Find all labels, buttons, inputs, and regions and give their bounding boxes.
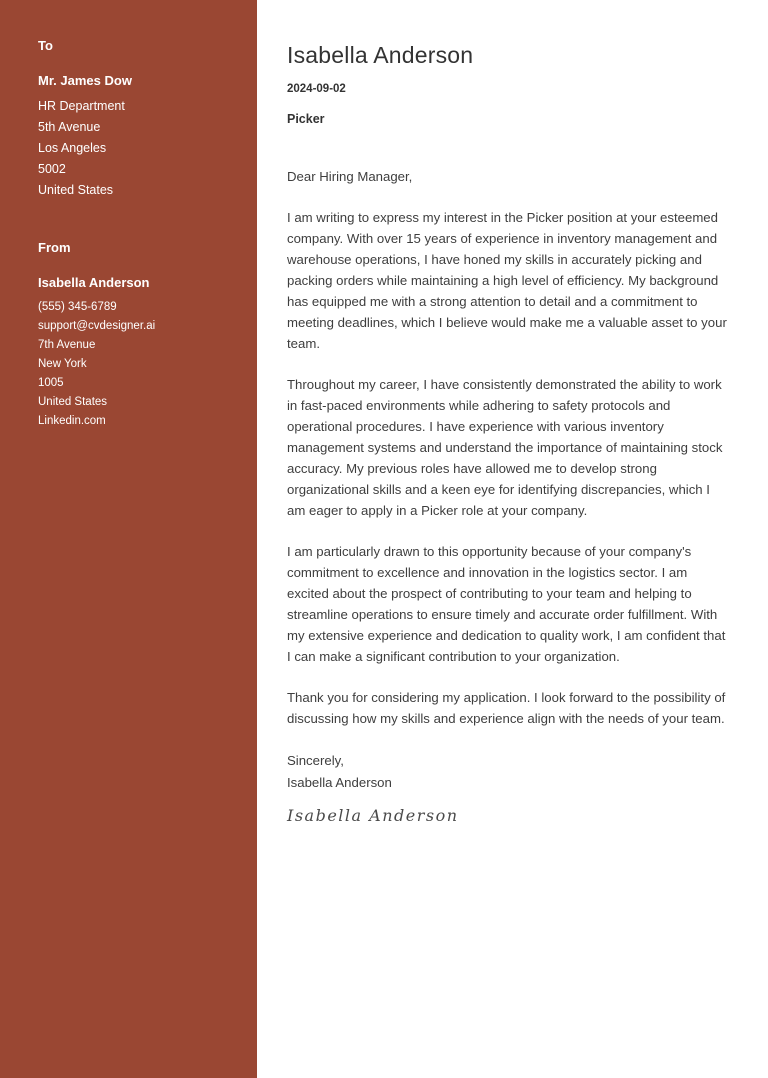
sender-zip: 1005 <box>38 377 64 389</box>
sender-name: Isabella Anderson <box>38 275 150 290</box>
letter-paragraph-3: I am particularly drawn to this opportunity because of your company's commitment to excellence and innovation in the logistics sector. I am excited about the prospect of contributing to your team and helping to streamline operations to ensure timely and accurate order fulfillment. With my extensive experience and dedication to quality work, I am confident that I can make a significant contribution to your organization. <box>287 544 726 664</box>
recipient-country: United States <box>38 183 114 197</box>
sender-city: New York <box>38 358 87 370</box>
sender-linkedin: Linkedin.com <box>38 415 106 427</box>
recipient-name: Mr. James Dow <box>38 73 132 88</box>
letter-paragraph-1: I am writing to express my interest in the Picker position at your esteemed company. With over 15 years of experience in inventory management and warehouse operations, I have honed my skills in accurately picking and packing orders while maintaining a high level of efficiency. My background has equipped me with a strong attention to detail and a commitment to meeting deadlines, which I believe would make me a valuable asset to your team. <box>287 210 727 351</box>
recipient-street: 5th Avenue <box>38 120 101 134</box>
recipient-department: HR Department <box>38 99 125 113</box>
sender-phone: (555) 345-6789 <box>38 301 117 313</box>
recipient-city: Los Angeles <box>38 141 107 155</box>
from-heading: From <box>38 240 71 255</box>
signed-name: Isabella Anderson <box>287 775 392 790</box>
recipient-zip: 5002 <box>38 162 66 176</box>
salutation: Dear Hiring Manager, <box>287 169 413 184</box>
sender-email: support@cvdesigner.ai <box>38 320 156 332</box>
job-title: Picker <box>287 112 325 126</box>
page-title: Isabella Anderson <box>287 42 474 68</box>
sender-section <box>38 240 237 431</box>
sidebar <box>0 0 257 1078</box>
sender-country: United States <box>38 396 108 408</box>
letter-date: 2024-09-02 <box>287 83 346 95</box>
signature-script: Isabella Anderson <box>287 806 459 825</box>
to-heading: To <box>38 38 53 53</box>
letter-paragraph-2: Throughout my career, I have consistently demonstrated the ability to work in fast-paced environments while adhering to safety protocols and operational procedures. I have experience with various inventory management systems and understand the importance of maintaining stock accuracy. My previous roles have allowed me to develop strong organizational skills and a keen eye for identifying discrepancies, which I am eager to apply in a Picker role at your company. <box>287 377 723 518</box>
sender-street: 7th Avenue <box>38 339 96 351</box>
closing-block <box>287 750 730 794</box>
recipient-section <box>38 38 237 201</box>
closing: Sincerely, <box>287 753 344 768</box>
letter-paragraph-4: Thank you for considering my application. I look forward to the possibility of discussing how my skills and experience align with the needs of your team. <box>287 690 726 726</box>
letter-body <box>257 0 768 1078</box>
